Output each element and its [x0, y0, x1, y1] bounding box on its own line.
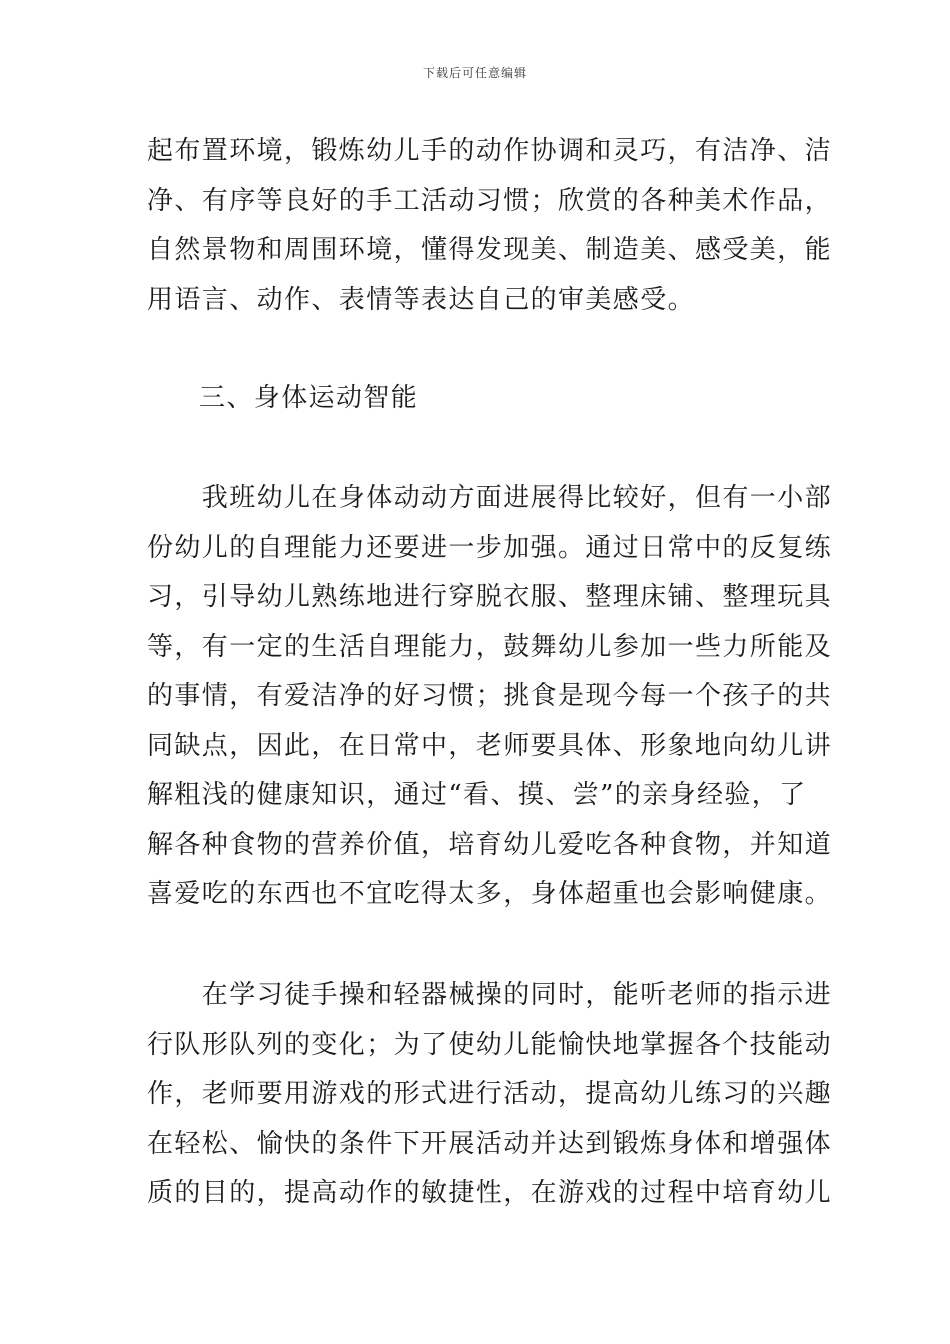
- text-line: 作，老师要用游戏的形式进行活动，提高幼儿练习的兴趣: [147, 1079, 833, 1109]
- text-line: 质的目的，提高动作的敏捷性，在游戏的过程中培育幼儿: [147, 1178, 833, 1208]
- text-line: 用语言、动作、表情等表达自己的审美感受。: [147, 284, 696, 315]
- text-line: 起布置环境，锻炼幼儿手的动作协调和灵巧，有洁净、洁: [147, 136, 833, 166]
- text-line: 解粗浅的健康知识，通过“看、摸、尝”的亲身经验，了: [147, 780, 807, 810]
- text-line: 解各种食物的营养价值，培育幼儿爱吃各种食物，并知道: [147, 829, 833, 860]
- text-line: 等，有一定的生活自理能力，鼓舞幼儿参加一些力所能及: [147, 631, 833, 662]
- paragraph-continuation: [147, 127, 833, 325]
- text-line: 的事情，有爱洁净的好习惯；挑食是现今每一个孩子的共: [147, 681, 833, 711]
- text-line: 在学习徒手操和轻器械操的同时，能听老师的指示进: [147, 980, 833, 1010]
- text-line: 行队形队列的变化；为了使幼儿能愉快地掌握各个技能动: [147, 1029, 833, 1060]
- header-note: 下载后可任意编辑: [422, 66, 527, 80]
- text-line: 份幼儿的自理能力还要进一步加强。通过日常中的反复练: [147, 532, 833, 563]
- text-line: 我班幼儿在身体动动方面进展得比较好，但有一小部: [147, 483, 833, 513]
- paragraph-physical-development: [147, 474, 833, 920]
- text-line: 习，引导幼儿熟练地进行穿脱衣服、整理床铺、整理玩具: [147, 582, 833, 612]
- text-line: 在轻松、愉快的条件下开展活动并达到锻炼身体和增强体: [147, 1128, 833, 1159]
- section-heading: 三、身体运动智能: [199, 383, 419, 413]
- text-line: 同缺点，因此，在日常中，老师要具体、形象地向幼儿讲: [147, 730, 833, 761]
- text-line: 喜爱吃的东西也不宜吃得太多，身体超重也会影响健康。: [147, 879, 833, 909]
- paragraph-exercise: [147, 971, 833, 1219]
- text-line: 自然景物和周围环境，懂得发现美、制造美、感受美，能: [147, 235, 833, 265]
- text-line: 净、有序等良好的手工活动习惯；欣赏的各种美术作品，: [147, 185, 833, 216]
